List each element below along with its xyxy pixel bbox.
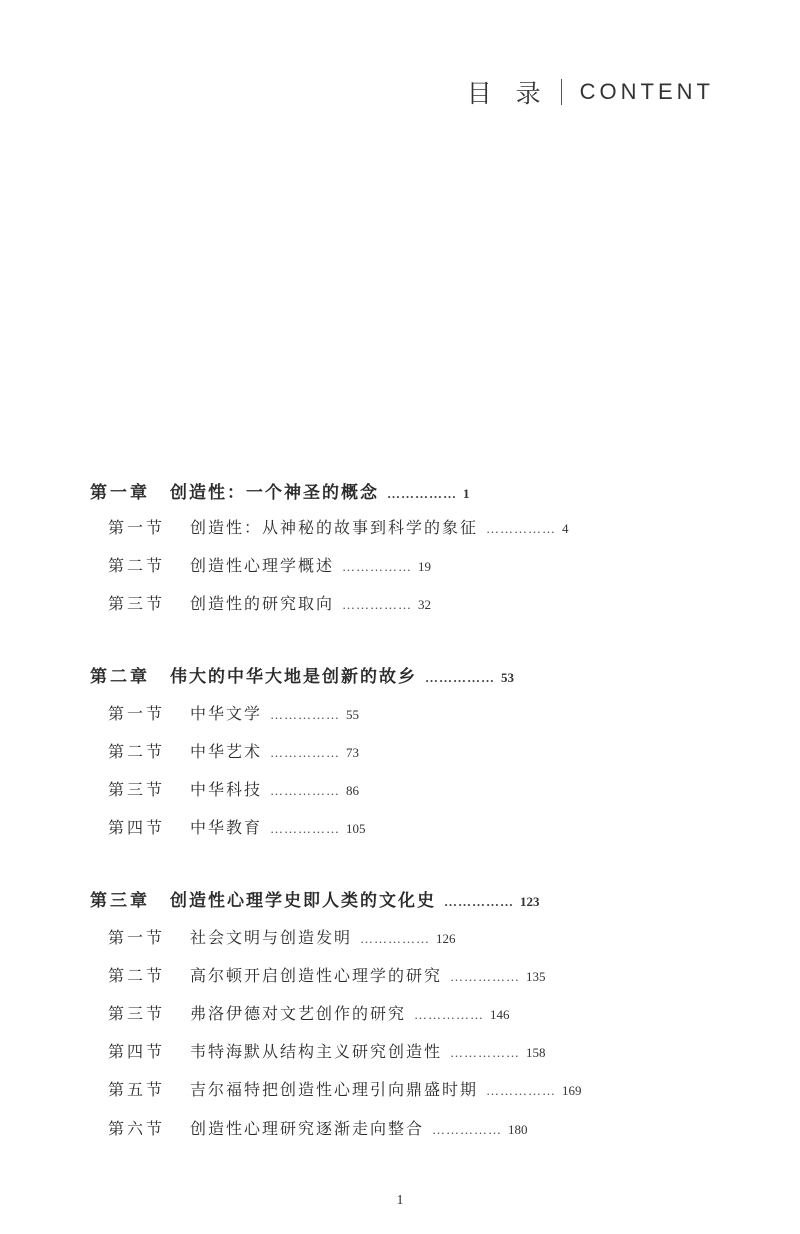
page-number: 1 [463, 486, 470, 501]
section-number: 第六节 [108, 1119, 166, 1138]
toc-chapter-2[interactable] [90, 662, 514, 687]
section-title: 中华教育 [190, 818, 263, 837]
toc-section[interactable] [108, 777, 359, 800]
toc-section[interactable] [108, 739, 359, 762]
chapter-title: 创造性心理学史即人类的文化史 [170, 891, 436, 911]
dot-leader: …………… [444, 894, 514, 909]
page-number: 135 [526, 969, 546, 984]
section-title: 高尔顿开启创造性心理学的研究 [190, 966, 443, 985]
section-title: 创造性的研究取向 [190, 594, 335, 613]
dot-leader: …………… [486, 521, 557, 536]
section-title: 弗洛伊德对文艺创作的研究 [190, 1004, 407, 1023]
chapter-number: 第一章 [90, 483, 150, 503]
page-number: 73 [346, 745, 360, 760]
dot-leader: …………… [450, 969, 521, 984]
section-number: 第二节 [108, 966, 166, 985]
section-number: 第二节 [108, 556, 166, 575]
dot-leader: …………… [486, 1083, 557, 1098]
toc-chapter-1[interactable] [90, 478, 470, 503]
section-number: 第五节 [108, 1080, 166, 1099]
section-title: 中华艺术 [190, 742, 263, 761]
section-number: 第一节 [108, 518, 166, 537]
page-number: 126 [436, 931, 456, 946]
dot-leader: …………… [414, 1007, 485, 1022]
page-title: 目 录 [466, 79, 549, 108]
dot-leader: …………… [432, 1122, 503, 1137]
page-number: 19 [418, 559, 432, 574]
section-title: 创造性心理研究逐渐走向整合 [190, 1119, 425, 1138]
toc-section[interactable] [108, 1039, 546, 1062]
page-header [467, 74, 714, 110]
section-number: 第三节 [108, 594, 166, 613]
section-number: 第三节 [108, 780, 166, 799]
chapter-title: 伟大的中华大地是创新的故乡 [170, 667, 417, 687]
dot-leader: …………… [387, 486, 457, 501]
chapter-number: 第二章 [90, 667, 150, 687]
section-number: 第四节 [108, 818, 166, 837]
page-number: 86 [346, 783, 360, 798]
page-number: 55 [346, 707, 360, 722]
toc-section[interactable] [108, 1116, 528, 1139]
section-number: 第四节 [108, 1042, 166, 1061]
page-number: 4 [562, 521, 569, 536]
section-title: 社会文明与创造发明 [190, 928, 353, 947]
section-title: 创造性心理学概述 [190, 556, 335, 575]
dot-leader: …………… [270, 783, 341, 798]
page-number: 53 [501, 670, 514, 685]
toc-chapter-3[interactable] [90, 886, 540, 911]
page-number: 105 [346, 821, 366, 836]
page-number: 146 [490, 1007, 510, 1022]
dot-leader: …………… [270, 821, 341, 836]
toc-section[interactable] [108, 815, 366, 838]
section-number: 第一节 [108, 704, 166, 723]
section-title: 中华文学 [190, 704, 263, 723]
chapter-title: 创造性：一个神圣的概念 [170, 483, 379, 503]
page-number: 123 [520, 894, 540, 909]
page-number: 32 [418, 597, 432, 612]
section-title: 韦特海默从结构主义研究创造性 [190, 1042, 443, 1061]
page-number: 180 [508, 1122, 528, 1137]
section-title: 创造性：从神秘的故事到科学的象征 [190, 518, 479, 537]
dot-leader: …………… [342, 597, 413, 612]
dot-leader: …………… [342, 559, 413, 574]
toc-section[interactable] [108, 1077, 582, 1100]
toc-section[interactable] [108, 553, 431, 576]
section-title: 吉尔福特把创造性心理引向鼎盛时期 [190, 1080, 479, 1099]
section-number: 第二节 [108, 742, 166, 761]
section-title: 中华科技 [190, 780, 263, 799]
toc-section[interactable] [108, 963, 546, 986]
dot-leader: …………… [425, 670, 495, 685]
page-number: 158 [526, 1045, 546, 1060]
header-divider [561, 79, 562, 105]
toc-section[interactable] [108, 515, 569, 538]
page-number: 169 [562, 1083, 582, 1098]
dot-leader: …………… [270, 745, 341, 760]
page-title-english: CONTENT [579, 79, 714, 104]
chapter-number: 第三章 [90, 891, 150, 911]
dot-leader: …………… [270, 707, 341, 722]
toc-section[interactable] [108, 1001, 510, 1024]
dot-leader: …………… [450, 1045, 521, 1060]
section-number: 第三节 [108, 1004, 166, 1023]
section-number: 第一节 [108, 928, 166, 947]
toc-section[interactable] [108, 925, 456, 948]
folio-page-number: 1 [396, 1193, 404, 1208]
dot-leader: …………… [360, 931, 431, 946]
toc-section[interactable] [108, 591, 431, 614]
toc-section[interactable] [108, 701, 359, 724]
